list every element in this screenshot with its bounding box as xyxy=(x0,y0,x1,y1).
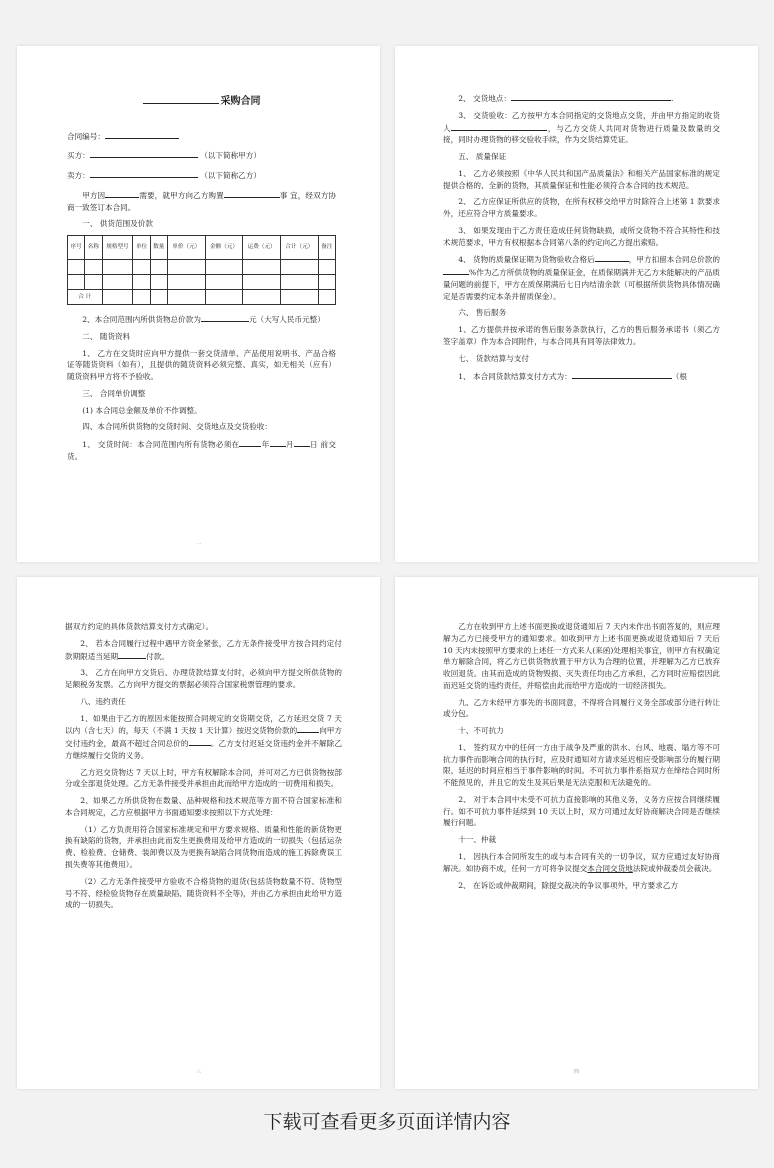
text: 向甲方交付违约金，最高不超过合同总价的 xyxy=(65,726,342,749)
paragraph: 据双方约定的具体货款结算支付方式确定）。 xyxy=(65,622,214,631)
text: 付款。 xyxy=(146,651,169,661)
text: 1、 本合同货款结算支付方式为： xyxy=(458,371,572,381)
blank xyxy=(572,370,672,379)
table-header: 名称 xyxy=(85,236,102,260)
download-caption: 下载可查看更多页面详情内容 xyxy=(263,1111,511,1133)
field-blank xyxy=(105,130,179,139)
text: 1、 因执行本合同所发生的或与本合同有关的一切争议，双方应通过友好协商解决。如协商不成，任何一方可将争议提交 xyxy=(443,852,720,873)
section-heading: 一、 供货范围及价款 xyxy=(82,219,153,229)
text: 日 xyxy=(309,440,318,450)
text: 元（大写人民币元整） xyxy=(248,315,325,325)
text: 甲方因 xyxy=(82,190,106,200)
field-suffix: （以下简称乙方） xyxy=(200,171,261,181)
table-total-row xyxy=(68,290,336,305)
paragraph: 九、乙方未经甲方事先的书面同意，不得将合同履行义务全部或部分进行转让或分包。 xyxy=(443,697,720,719)
contract-page-2 xyxy=(395,46,758,562)
section-heading: 二、 随货资料 xyxy=(82,331,131,341)
table-row xyxy=(68,260,336,275)
section-heading: 三、 合同单价调整 xyxy=(82,388,146,398)
field-contract-no xyxy=(67,130,336,143)
blank xyxy=(118,650,146,659)
intro-paragraph xyxy=(67,189,336,214)
section-heading: 七、 货款结算与支付 xyxy=(458,353,529,363)
total-price-paragraph xyxy=(67,313,336,326)
table-header-row xyxy=(68,236,336,260)
text: 1、 交货时间：本合同范围内所有货物必须在 xyxy=(82,440,240,450)
contract-page-4 xyxy=(395,577,758,1089)
payment-delay-paragraph xyxy=(65,638,342,663)
blank xyxy=(443,266,469,275)
table-header: 规格型号 xyxy=(102,236,133,260)
table-header: 运费（元） xyxy=(243,236,281,260)
section-heading: 六、 售后服务 xyxy=(458,308,507,318)
text: 2、 交货地点： xyxy=(458,94,511,103)
text: 2、 若本合同履行过程中遇甲方资金紧张，乙方无条件接受甲方按合同约定付款期限适当延期 xyxy=(65,638,342,661)
blank xyxy=(239,438,261,447)
paragraph: 1、乙方提供并按承诺的售后服务条款执行，乙方的售后服务承诺书（须乙方签字盖章）作为本合同附件，与本合同具有同等法律效力。 xyxy=(443,325,720,347)
section-heading: 八、违约责任 xyxy=(80,696,126,706)
delivery-time-paragraph xyxy=(67,438,336,463)
paragraph: 2、如果乙方所供货物在数量、品种规格和技术规范等方面不符合国家标准和本合同规定，乙方应根据甲方书面通知要求按照以下方式处理： xyxy=(65,796,342,817)
text: ，甲方扣留本合同总价款的 xyxy=(628,255,721,265)
text: %作为乙方所供货物的质量保证金，在质保期满并无乙方未能解决的产品质量问题的前提下，甲方在质保期满后七日内结清余款（可根据所供货物具体情况确定是否需要约定本条并留质保金）。 xyxy=(443,268,720,301)
underlined-text: 本合同交货地 xyxy=(587,863,633,873)
field-buyer xyxy=(67,149,336,162)
text: 法院或仲裁委员会裁决。 xyxy=(632,863,717,873)
text: ，与乙方交货人共同对货物进行质量及数量的交接，同时办理货物的移交验收手续，作为交货结算凭证。 xyxy=(443,123,721,145)
section-heading: 四、本合同所供货物的交货时间、交货地点及交货验收： xyxy=(82,422,273,432)
paragraph: 1、 乙方在交货时应向甲方提供一套交货清单、产品使用说明书、产品合格证等随货资料（如有），且提供的随货资料必须完整、真实，如无相关（应有）随货资料甲方将不予验收。 xyxy=(67,348,336,382)
blank xyxy=(595,253,629,262)
text: 1、如果由于乙方的原因未能按照合同规定的交货期交货，乙方延迟交货 7 天以内（含七天）的，每天（不满 1 天按 1 天计算）按迟交货物价款的 xyxy=(65,713,342,736)
blank xyxy=(511,92,671,101)
paragraph: 1、 乙方必须按照《中华人民共和国产品质量法》和相关产品国家标准的规定提供合格的、全新的货物，其质量保证和性能必须符合本合同的技术规范。 xyxy=(443,168,720,190)
blank xyxy=(105,189,139,198)
text: （根 xyxy=(671,371,687,381)
paragraph: （1）乙方负责用符合国家标准规定和甲方要求规格、质量和性能的新货物更换有缺陷的货物，并承担由此而发生更换费用及给甲方造成的一切损失（包括运杂费、检验费、仓储费、装卸费以及为更换有缺陷合同货物而造成的施工拆除费误工损失费等其他费用）。 xyxy=(65,824,342,870)
paragraph: (1) 本合同总金额及单价不作调整。 xyxy=(82,405,202,415)
paragraph: 乙方在收到甲方上述书面更换或退货通知后 7 天内未作出书面答复的，则应理解为乙方已接受甲方的通知要求。如收到甲方上述书面更换或退货通知后 7 天后 10 天内未按照甲方要求的上述任一方式来人(来函)处理相关事宜，则甲方有权确定单方解除合同，将乙方已供货物放置于甲方认为合理的位置，并理解为乙方已放弃收回退货。由其而造成的货物毁损、灭失责任均由乙方承担，乙方同时应赔偿因此而迟延交货的违约责任，并赔偿由此而给甲方造成的一切经济损失。 xyxy=(443,622,720,690)
paragraph: 2、 对于本合同中未受不可抗力直接影响的其他义务，义务方应按合同继续履行。如不可抗力事件延续到 10 天以上时，双方可通过友好协商解决合同是否继续履行问题。 xyxy=(443,794,720,828)
field-label: 卖方： xyxy=(67,171,90,181)
field-label: 买方： xyxy=(67,151,90,161)
table-total-label: 合 计 xyxy=(68,290,103,305)
blank xyxy=(224,189,280,198)
text: 前交货。 xyxy=(67,440,337,461)
table-row xyxy=(68,275,336,290)
acceptance-paragraph xyxy=(443,110,720,146)
page-number: 一 xyxy=(195,542,201,549)
delivery-place-paragraph: 2、 交货地点： . xyxy=(458,94,674,103)
blank xyxy=(294,438,310,447)
blank xyxy=(201,313,249,322)
title-text: 采购合同 xyxy=(220,96,261,107)
contract-page-3 xyxy=(17,577,380,1089)
text: 宜，经双方协商一致签订本合同。 xyxy=(67,190,337,212)
table-header: 数量 xyxy=(150,236,167,260)
paragraph: 3、 乙方在向甲方交货后、办理货款结算支付时，必须向甲方提交所供货物的足额税务发票。乙方向甲方提交的票据必须符合国家税票管理的要求。 xyxy=(65,668,342,690)
document-title xyxy=(67,94,336,110)
page-number: 三 xyxy=(195,1069,201,1076)
field-label: 合同编号： xyxy=(67,131,105,141)
section-heading: 十、不可抗力 xyxy=(458,726,504,736)
paragraph: （2）乙方无条件接受甲方验收不合格货物的退货(包括货物数量不符、货物型号不符、经检验货物存在质量缺陷、随货资料不全等)，并由乙方承担由此给甲方造成的一切损失。 xyxy=(65,876,342,910)
blank xyxy=(270,438,286,447)
table-header: 单价（元） xyxy=(167,236,205,260)
text: 月 xyxy=(285,440,294,450)
text: 4、 货物的质量保证期为货物验收合格后 xyxy=(458,255,595,265)
field-suffix: （以下简称甲方） xyxy=(200,151,261,161)
table-header: 序号 xyxy=(68,236,85,260)
text: 2、本合同范围内所供货物总价款为 xyxy=(82,315,201,325)
blank xyxy=(189,737,211,746)
paragraph: 3、 如果发现由于乙方责任造成任何货物缺损，或所交货物不符合其特性和技术规范要求，甲方有权根据本合同第八条的约定向乙方提出索赔。 xyxy=(443,225,720,247)
goods-table xyxy=(67,235,336,305)
table-header: 合计（元） xyxy=(280,236,318,260)
warranty-paragraph xyxy=(443,253,720,302)
payment-paragraph xyxy=(443,370,720,383)
page-number: 四 xyxy=(573,1069,579,1076)
text: 需要，就甲方向乙方购置 xyxy=(139,190,224,200)
text: 年 xyxy=(261,440,270,450)
field-seller xyxy=(67,169,336,182)
paragraph: 1、 签约双方中的任何一方由于战争及严重的洪水、台风、地震、塌方等不可抗力事件而影响合同的执行时，应及时通知对方请求延迟相应受影响部分的履行期限，延迟的时间应相当于事件影响的时间。不可抗力事件系指双方在缔结合同时所不能预见的，并且它的发生及其后果是无法克服和无法避免的。 xyxy=(443,742,720,788)
text: 3、 交货验收：乙方按甲方本合同指定的交货地点交货，并由甲方指定的收货人 xyxy=(443,110,720,133)
blank xyxy=(451,122,547,131)
late-delivery-paragraph xyxy=(65,713,342,762)
field-blank xyxy=(90,169,198,178)
paragraph: 乙方迟交货物达 7 天以上时，甲方有权解除本合同，并可对乙方已供货物按部分或全部退货处理。乙方无条件接受并承担由此而给甲方造成的一切费用和损失。 xyxy=(65,767,342,789)
blank xyxy=(297,724,319,733)
paragraph: 2、 乙方应保证所供应的货物，在所有权移交给甲方时除符合上述第 1 款要求外，还应符合甲方质量要求。 xyxy=(443,197,720,219)
text: 事 xyxy=(279,190,288,200)
section-heading: 十一、仲裁 xyxy=(458,835,497,845)
table-header: 备注 xyxy=(318,236,335,260)
title-blank xyxy=(143,94,219,104)
arbitration-paragraph xyxy=(443,851,720,875)
section-heading: 五、 质量保证 xyxy=(458,152,507,162)
contract-page-1 xyxy=(17,46,380,562)
field-blank xyxy=(90,149,198,158)
paragraph: 2、 在诉讼或仲裁期间，除提交裁决的争议事项外，甲方要求乙方 xyxy=(458,880,679,890)
table-header: 金额（元） xyxy=(205,236,243,260)
text: 。乙方支付迟延交货违约金并不解除乙方继续履行交货的义务。 xyxy=(65,739,343,760)
table-header: 单位 xyxy=(133,236,150,260)
